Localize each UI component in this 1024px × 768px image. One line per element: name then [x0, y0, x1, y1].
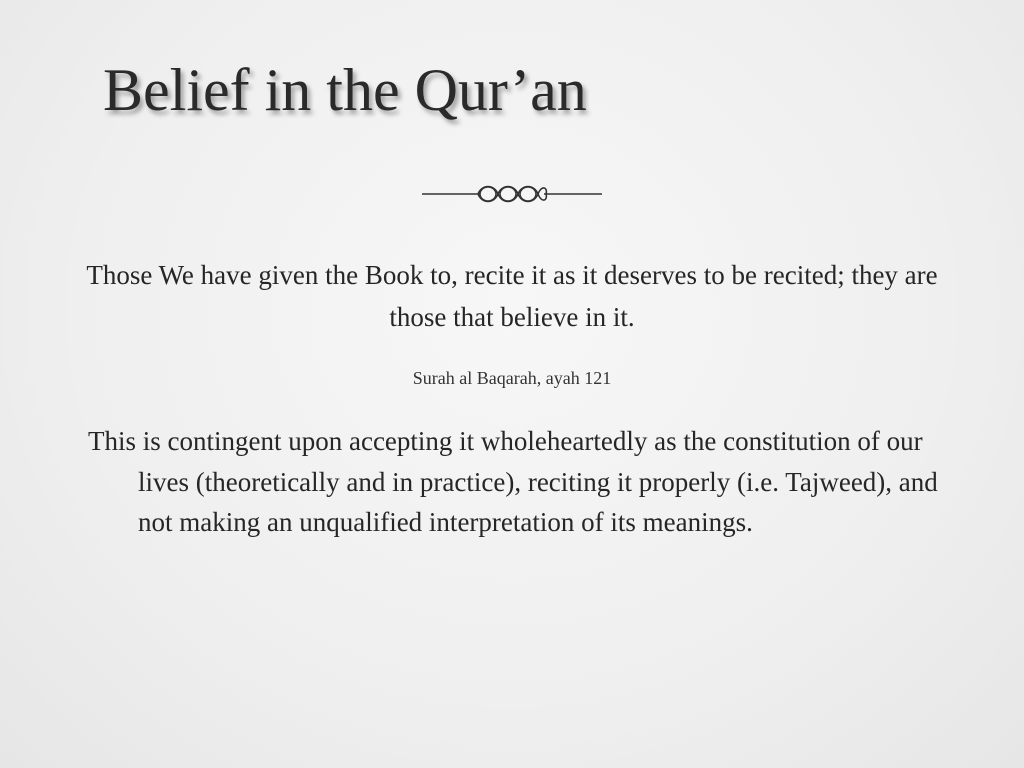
quote-text: Those We have given the Book to, recite it as it deserves to be recited; they are those that believe in it.	[86, 260, 938, 332]
body-paragraph: This is contingent upon accepting it wholeheartedly as the constitution of our lives (theoretically and in practice), reciting it properly (i.e. Tajweed), and not making an unqualified interpretation of its meanings.	[88, 426, 938, 537]
quote-citation: Surah al Baqarah, ayah 121	[412, 368, 612, 388]
ornamental-flourish-icon	[420, 180, 604, 208]
slide-title: Belief in the Qur’an	[103, 57, 587, 123]
